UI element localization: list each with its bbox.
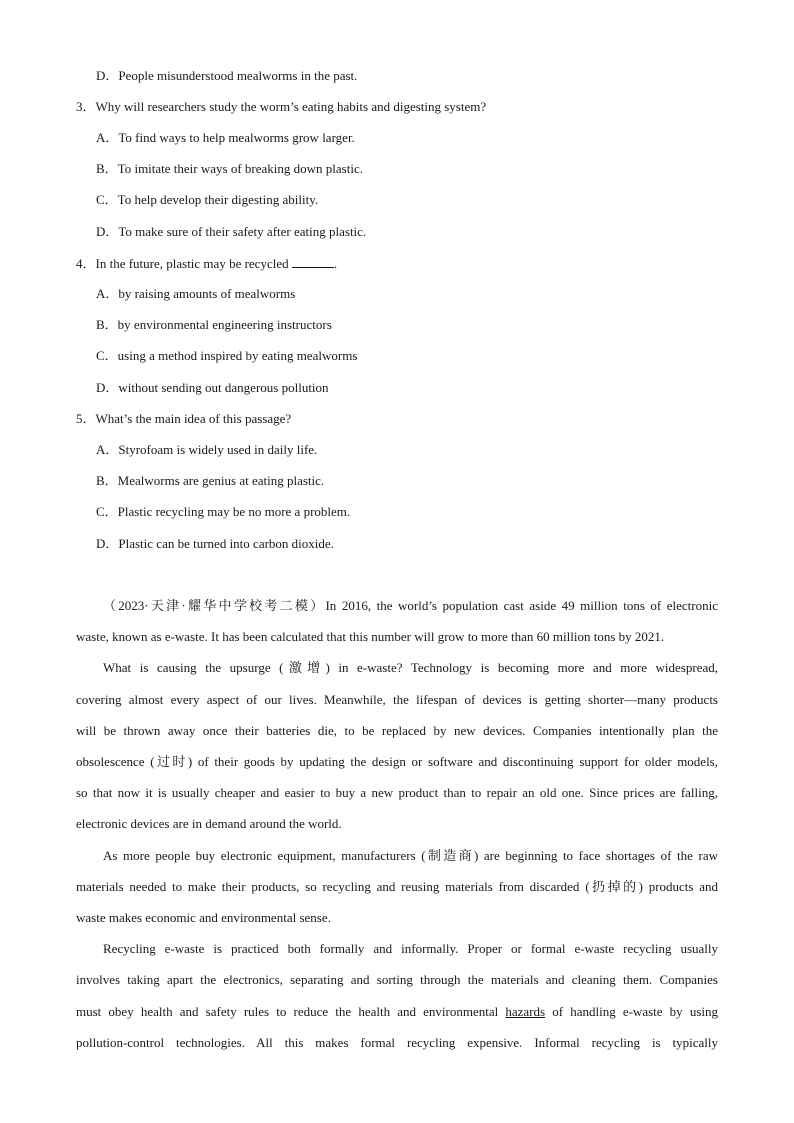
q4-stem-end: . [333,256,338,271]
passage-line: What is causing the upsurge (激增) in e-waste? Technology is becoming more and more widespread, [103,660,718,675]
q4-option-d: D．without sending out dangerous pollution [96,380,329,395]
passage-line: electronic devices are in demand around the world. [76,816,342,831]
passage-line: Recycling e-waste is practiced both formally and informally. Proper or formal e-waste recycling usually [103,941,718,956]
q4-option-b: B．by environmental engineering instructors [96,317,332,332]
passage-line: will be thrown away once their batteries die, to be replaced by new devices. Companies intentionally plan the [76,723,718,738]
passage-line: waste makes economic and environmental sense. [76,910,331,925]
passage-line: （2023·天津·耀华中学校考二模）In 2016, the world’s population cast aside 49 million tons of electronic [103,598,718,613]
passage-line: covering almost every aspect of our lives. Meanwhile, the lifespan of devices is getting shorter—many products [76,692,718,707]
passage-line: so that now it is usually cheaper and easier to buy a new product than to repair an old one. Since prices are falling, [76,785,718,800]
passage-line: waste, known as e-waste. It has been calculated that this number will grow to more than 60 million tons by 2021. [76,629,665,644]
passage-line [76,996,718,1027]
q4-option-a: A．by raising amounts of mealworms [96,286,296,301]
q5-option-d: D．Plastic can be turned into carbon dioxide. [96,536,334,551]
q3-option-a: A．To find ways to help mealworms grow larger. [96,130,355,145]
q4-stem [76,255,337,272]
passage-line: obsolescence (过时) of their goods by updating the design or software and discontinuing support for older models, [76,754,718,769]
passage-text: of handling e-waste by using [545,1004,718,1019]
passage-line: involves taking apart the electronics, separating and sorting through the materials and cleaning them. Companies [76,972,718,987]
underlined-word: hazards [505,1004,546,1019]
q2-option-d: D．People misunderstood mealworms in the past. [96,68,358,83]
q5-option-a: A．Styrofoam is widely used in daily life. [96,442,318,457]
q3-stem: 3．Why will researchers study the worm’s eating habits and digesting system? [76,99,487,114]
q5-option-b: B．Mealworms are genius at eating plastic. [96,473,325,488]
q3-option-c: C．To help develop their digesting ability. [96,192,319,207]
q4-stem-text: 4．In the future, plastic may be recycled [76,256,292,271]
answer-blank [292,255,334,268]
passage-text: must obey health and safety rules to reduce the health and environmental [76,1004,506,1019]
passage-line: As more people buy electronic equipment, manufacturers (制造商) are beginning to face shortages of the raw [103,848,718,863]
q5-stem: 5．What’s the main idea of this passage? [76,411,292,426]
passage-line: pollution-control technologies. All this makes formal recycling expensive. Informal recycling is typically [76,1035,718,1050]
q5-option-c: C．Plastic recycling may be no more a problem. [96,504,351,519]
q3-option-b: B．To imitate their ways of breaking down plastic. [96,161,363,176]
q4-option-c: C．using a method inspired by eating mealworms [96,348,358,363]
passage-line: materials needed to make their products, so recycling and reusing materials from discarded (扔掉的) products and [76,879,718,894]
q3-option-d: D．To make sure of their safety after eating plastic. [96,224,367,239]
